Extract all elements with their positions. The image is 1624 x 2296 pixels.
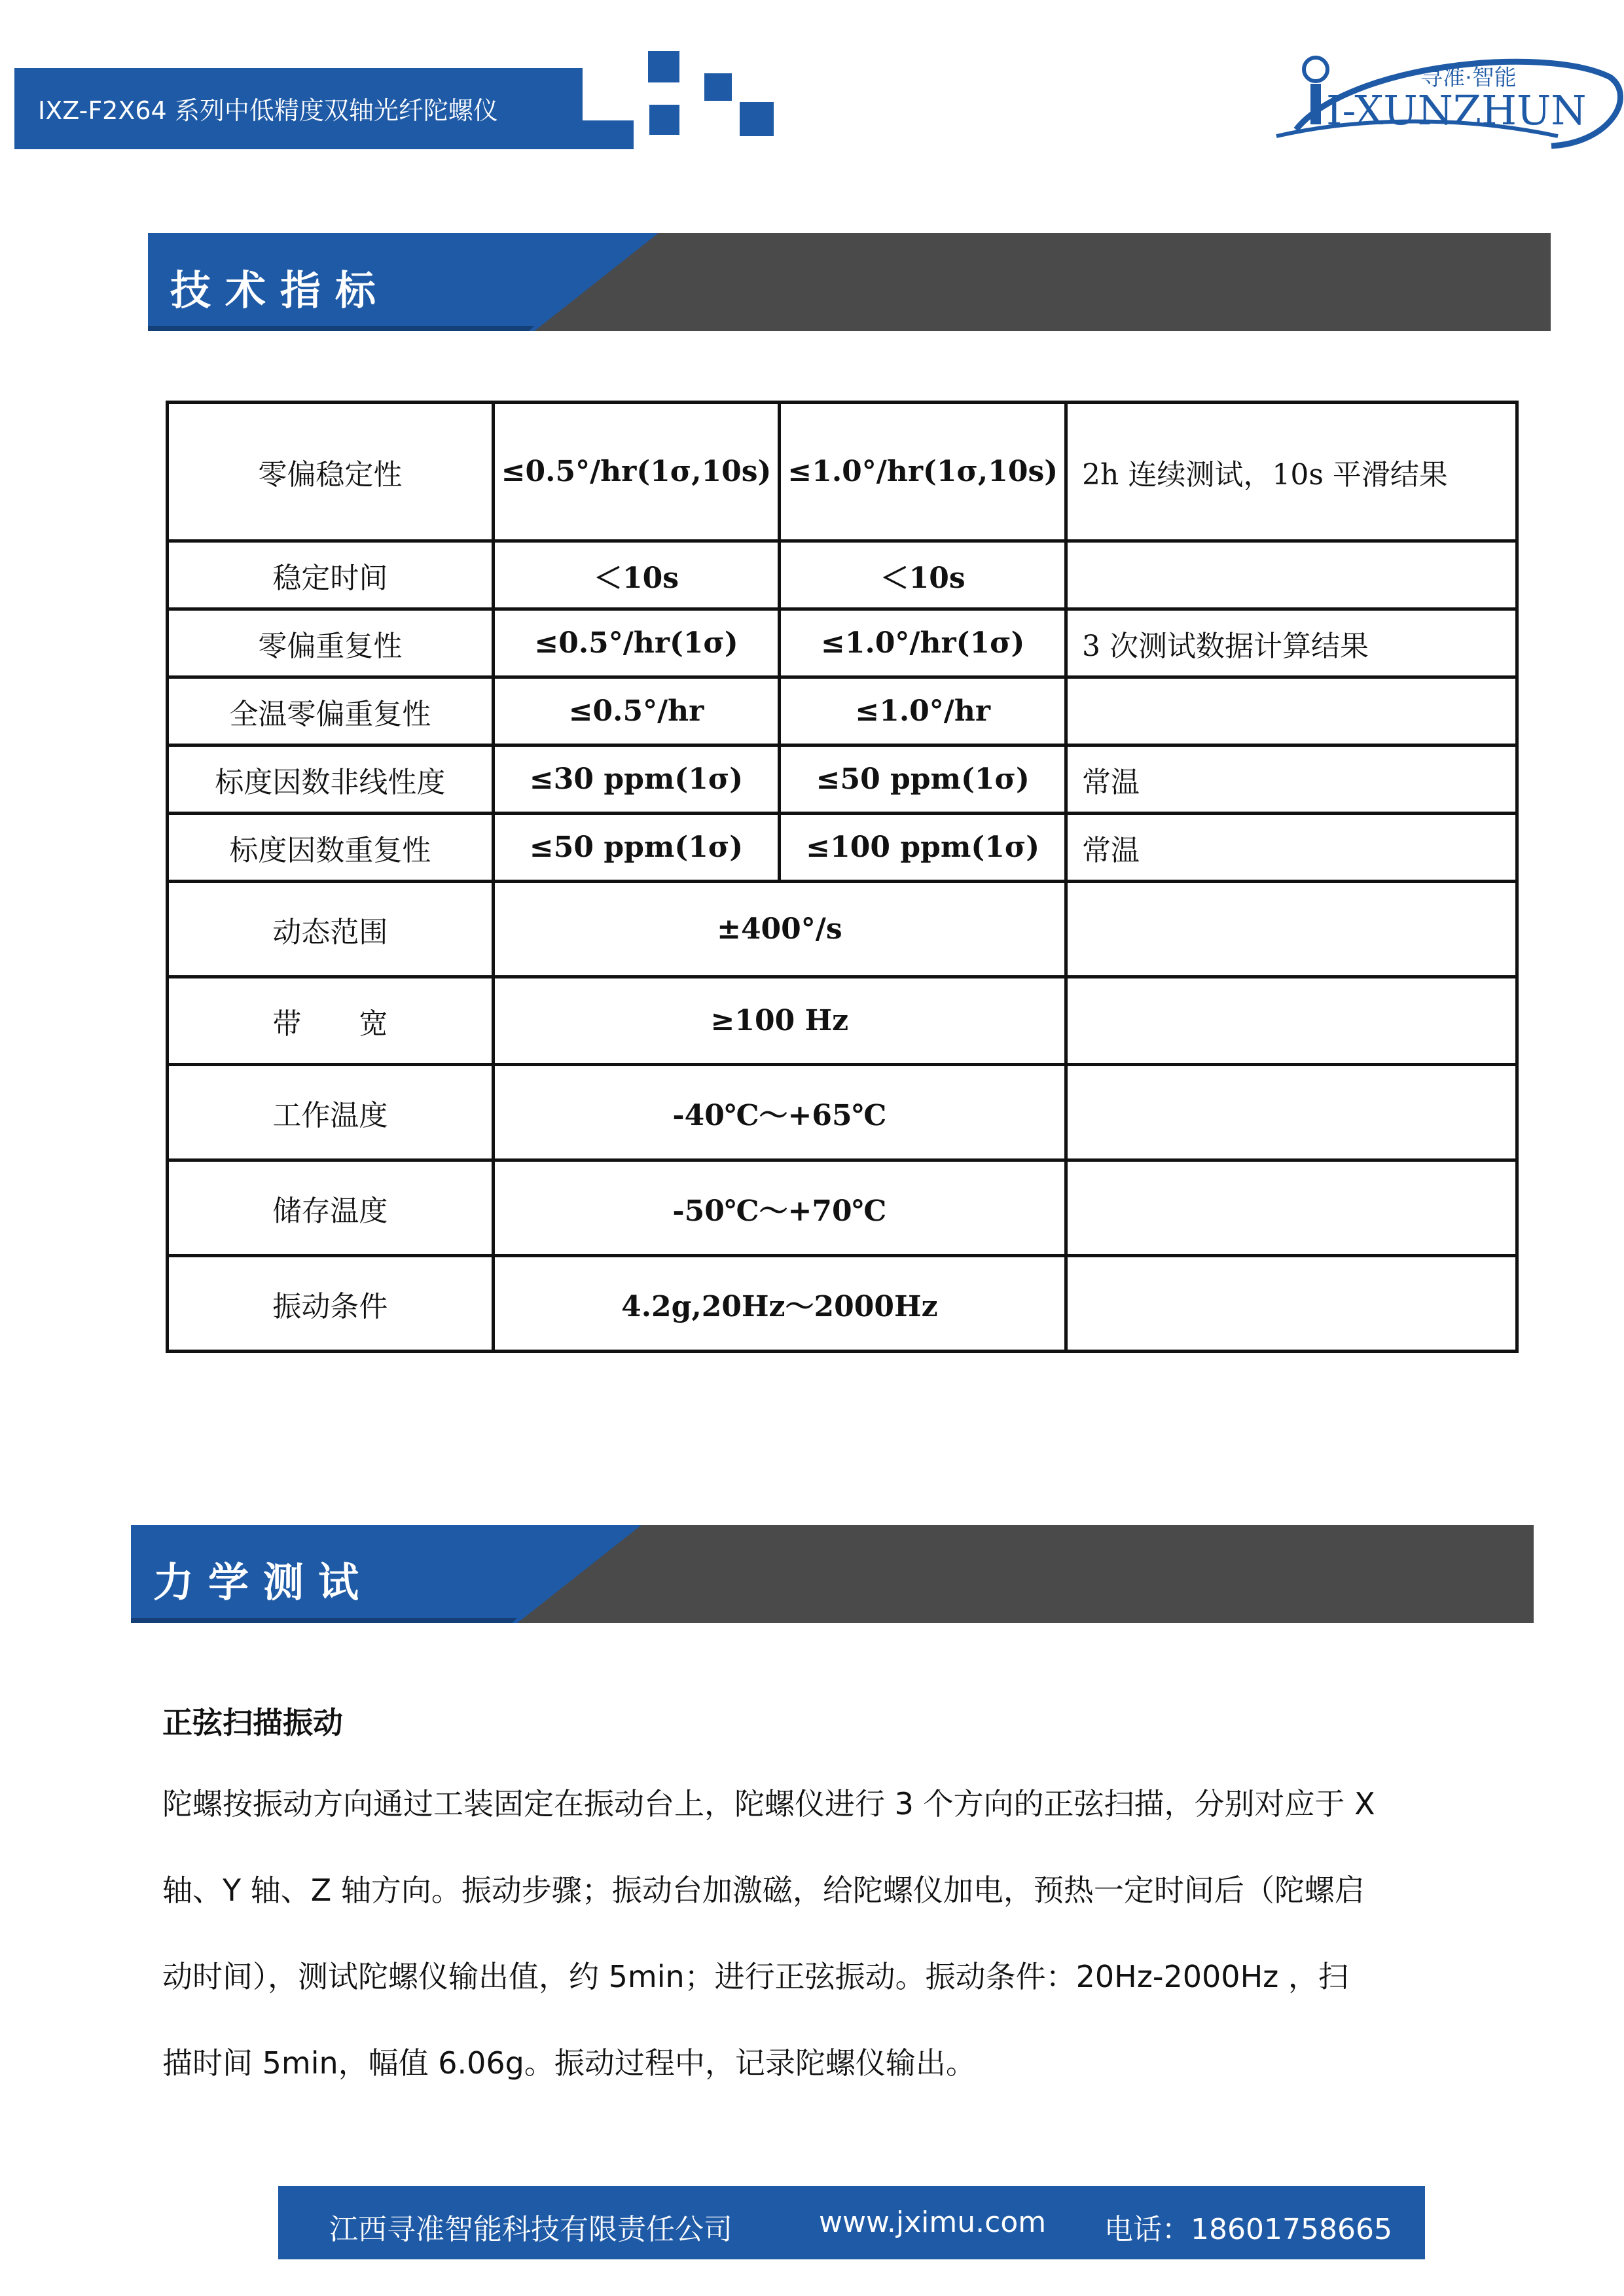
table-row xyxy=(168,977,1517,1065)
value-model-2: ＜10s xyxy=(780,541,1066,609)
header-title-bar-step xyxy=(583,120,634,149)
row-label: 带 宽 xyxy=(168,977,494,1065)
value-model-1: ≤0.5°/hr(1σ) xyxy=(493,609,780,677)
row-label: 全温零偏重复性 xyxy=(168,677,494,745)
decor-square xyxy=(740,102,774,136)
footer-bar xyxy=(278,2186,1425,2259)
value-model-1: ≤30 ppm(1σ) xyxy=(493,745,780,814)
row-label: 动态范围 xyxy=(168,882,494,977)
table-row xyxy=(168,814,1517,882)
table-row xyxy=(168,1065,1517,1160)
decor-square xyxy=(648,51,679,82)
table-row xyxy=(168,403,1517,541)
row-label: 标度因数重复性 xyxy=(168,814,494,882)
value-merged: -50℃～+70℃ xyxy=(493,1160,1066,1256)
row-note xyxy=(1066,882,1517,977)
row-note xyxy=(1066,1160,1517,1256)
footer-company: 江西寻准智能科技有限责任公司 xyxy=(329,2213,732,2246)
vibration-paragraph xyxy=(162,1761,1478,2106)
row-note xyxy=(1066,1256,1517,1352)
row-label: 振动条件 xyxy=(168,1256,494,1352)
section-title: 技术指标 xyxy=(170,266,391,314)
spec-table xyxy=(166,401,1519,1353)
value-merged: -40℃～+65℃ xyxy=(493,1065,1066,1160)
paragraph-line: 陀螺按振动方向通过工装固定在振动台上，陀螺仪进行 3 个方向的正弦扫描，分别对应于 X xyxy=(162,1786,1375,1821)
section-header-mechanical xyxy=(131,1525,1534,1623)
row-note xyxy=(1066,977,1517,1065)
value-merged: ≥100 Hz xyxy=(493,977,1066,1065)
row-note xyxy=(1066,677,1517,745)
value-model-1: ≤50 ppm(1σ) xyxy=(493,814,780,882)
value-model-2: ≤50 ppm(1σ) xyxy=(780,745,1066,814)
row-label: 稳定时间 xyxy=(168,541,494,609)
table-row xyxy=(168,1160,1517,1256)
row-label: 工作温度 xyxy=(168,1065,494,1160)
table-row xyxy=(168,677,1517,745)
value-model-2: ≤1.0°/hr(1σ) xyxy=(780,609,1066,677)
paragraph-line: 描时间 5min，幅值 6.06g。振动过程中，记录陀螺仪输出。 xyxy=(162,2045,976,2081)
logo-cn-text: 寻准·智能 xyxy=(1420,65,1517,91)
row-label: 储存温度 xyxy=(168,1160,494,1256)
value-model-1: ≤0.5°/hr(1σ,10s) xyxy=(493,403,780,541)
value-merged: 4.2g,20Hz～2000Hz xyxy=(493,1256,1066,1352)
row-note xyxy=(1066,1065,1517,1160)
row-label: 零偏重复性 xyxy=(168,609,494,677)
table-row xyxy=(168,882,1517,977)
row-label: 标度因数非线性度 xyxy=(168,745,494,814)
vibration-heading: 正弦扫描振动 xyxy=(162,1705,343,1740)
row-note: 3 次测试数据计算结果 xyxy=(1066,609,1517,677)
row-label: 零偏稳定性 xyxy=(168,403,494,541)
product-title: IXZ-F2X64 系列中低精度双轴光纤陀螺仪 xyxy=(38,96,498,125)
footer-website[interactable]: www.jximu.com xyxy=(819,2206,1047,2239)
footer-phone: 电话：18601758665 xyxy=(1104,2213,1392,2246)
section-header-specs xyxy=(148,233,1551,331)
table-row xyxy=(168,1256,1517,1352)
decor-square xyxy=(704,73,732,101)
table-row xyxy=(168,609,1517,677)
value-model-2: ≤1.0°/hr(1σ,10s) xyxy=(780,403,1066,541)
paragraph-line: 动时间），测试陀螺仪输出值，约 5min；进行正弦振动。振动条件：20Hz-2000Hz ，扫 xyxy=(162,1959,1348,1994)
company-logo xyxy=(1270,38,1623,156)
logo-en-text: I-XUNZHUN xyxy=(1326,86,1587,134)
section-title: 力学测试 xyxy=(153,1558,374,1606)
value-model-2: ≤100 ppm(1σ) xyxy=(780,814,1066,882)
row-note: 2h 连续测试，10s 平滑结果 xyxy=(1066,403,1517,541)
row-note: 常温 xyxy=(1066,814,1517,882)
value-model-1: ≤0.5°/hr xyxy=(493,677,780,745)
row-note xyxy=(1066,541,1517,609)
table-row xyxy=(168,745,1517,814)
table-row xyxy=(168,541,1517,609)
row-note: 常温 xyxy=(1066,745,1517,814)
value-model-1: ＜10s xyxy=(493,541,780,609)
value-model-2: ≤1.0°/hr xyxy=(780,677,1066,745)
paragraph-line: 轴、Y 轴、Z 轴方向。振动步骤；振动台加激磁，给陀螺仪加电，预热一定时间后（陀螺启 xyxy=(162,1873,1365,1908)
value-merged: ±400°/s xyxy=(493,882,1066,977)
decor-square xyxy=(649,105,679,135)
